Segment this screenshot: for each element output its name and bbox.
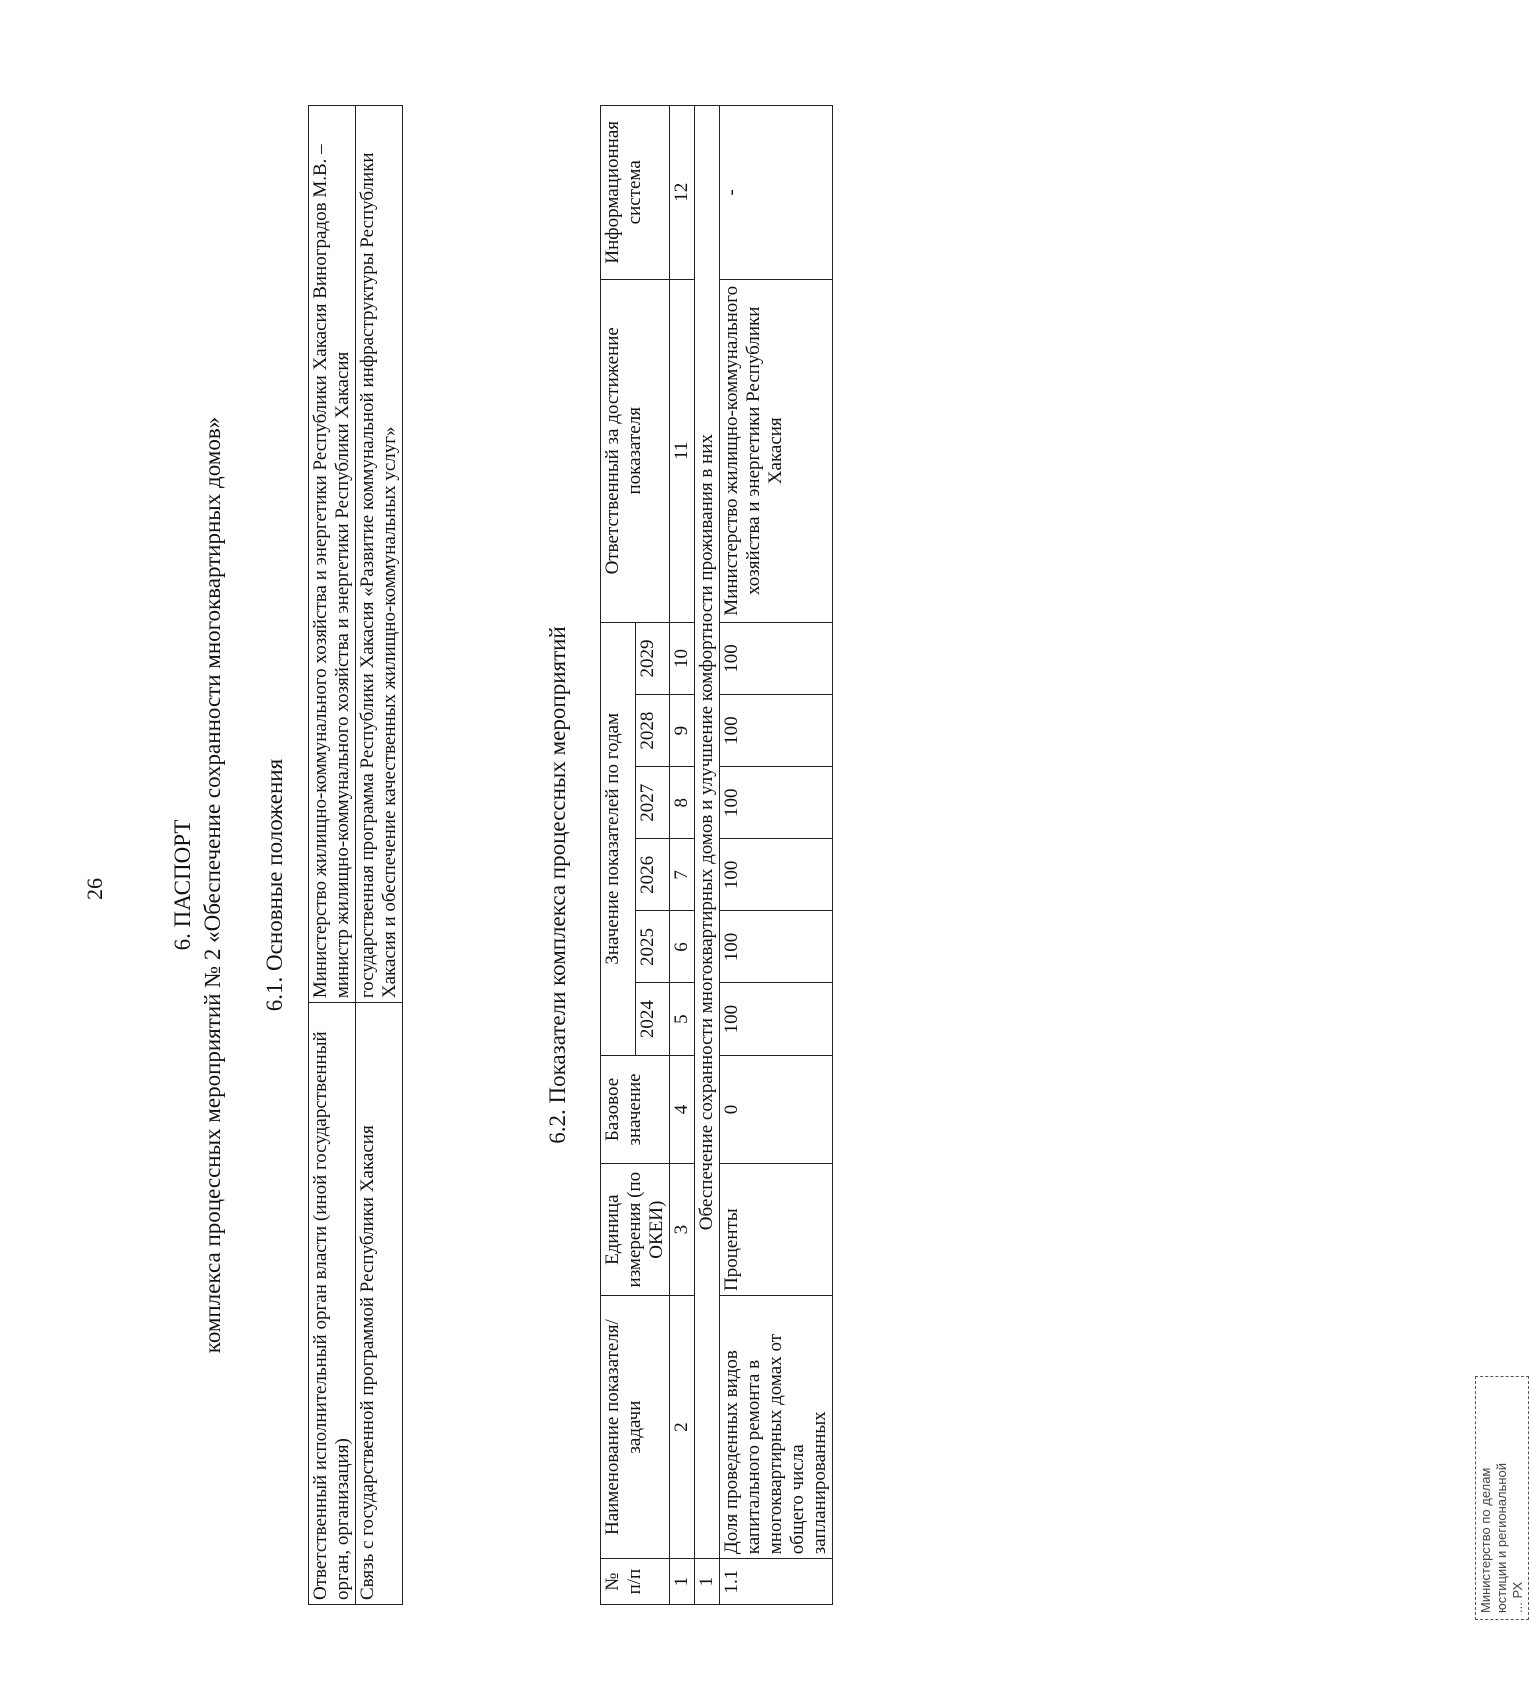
col-number: 7: [670, 839, 695, 911]
page-number: 26: [82, 878, 107, 900]
indicator-value: 100: [720, 622, 833, 694]
header-year: 2024: [635, 983, 670, 1055]
passport-title: 6. ПАСПОРТ: [170, 819, 195, 951]
row-label: Связь с государственной программой Республики Хакасия: [356, 1003, 403, 1605]
table-row: [309, 106, 356, 1605]
header-year: 2025: [635, 911, 670, 983]
header-year: 2029: [635, 622, 670, 694]
col-number: 8: [670, 767, 695, 839]
header-year: 2026: [635, 839, 670, 911]
indicators-table: [600, 105, 833, 1605]
rotated-page: [40, 60, 1525, 1660]
indicator-value: 100: [720, 983, 833, 1055]
indicator-name: Доля проведенных видов капитального ремонта в многоквартирных домах от общего числа запланированных: [720, 1295, 833, 1558]
indicator-value: 100: [720, 695, 833, 767]
task-num: 1: [695, 1559, 720, 1605]
header-year: 2027: [635, 767, 670, 839]
header-row: [601, 106, 636, 1605]
header-base: Базовое значение: [601, 1055, 670, 1164]
header-name: Наименование показателя/ задачи: [601, 1295, 670, 1558]
row-label: Ответственный исполнительный орган власти (иной государственный орган, организация): [309, 1003, 356, 1605]
passport-subtitle: комплекса процессных мероприятий № 2 «Обеспечение сохранности многоквартирных домов»: [200, 416, 225, 1354]
column-number-row: [670, 106, 695, 1605]
stamp-line: Министерство по делам: [1478, 1467, 1493, 1613]
col-number: 12: [670, 106, 695, 280]
registration-stamp: [1475, 1376, 1529, 1620]
indicator-base: 0: [720, 1055, 833, 1164]
header-year: 2028: [635, 695, 670, 767]
col-number: 5: [670, 983, 695, 1055]
header-responsible: Ответственный за достижение показателя: [601, 279, 670, 622]
section-6-1-heading: 6.1. Основные положения: [262, 758, 287, 1012]
basic-provisions-table: [308, 105, 403, 1605]
header-num: № п/п: [601, 1559, 670, 1605]
row-value: Министерство жилищно-коммунального хозяйства и энергетики Республики Хакасия Виноградов М.В. – министр жилищно-коммунального хозяйства и энергетики Республики Хакасия: [309, 106, 356, 1003]
stamp-line: ... РХ: [1510, 1581, 1525, 1613]
indicator-value: 100: [720, 767, 833, 839]
col-number: 2: [670, 1295, 695, 1558]
indicator-info: -: [720, 106, 833, 280]
col-number: 9: [670, 695, 695, 767]
col-number: 4: [670, 1055, 695, 1164]
header-years-group: Значение показателей по годам: [601, 622, 636, 1055]
task-row: [695, 106, 720, 1605]
row-value: государственная программа Республики Хакасия «Развитие коммунальной инфраструктуры Республики Хакасия и обеспечение качественных жилищно-коммунальных услуг»: [356, 106, 403, 1003]
table-row: [720, 106, 833, 1605]
col-number: 3: [670, 1164, 695, 1296]
indicator-unit: Проценты: [720, 1164, 833, 1296]
section-6-2-heading: 6.2. Показатели комплекса процессных мероприятий: [545, 626, 570, 1144]
col-number: 1: [670, 1559, 695, 1605]
indicator-num: 1.1: [720, 1559, 833, 1605]
task-text: Обеспечение сохранности многоквартирных домов и улучшение комфортности проживания в них: [695, 106, 720, 1559]
header-info: Информационная система: [601, 106, 670, 280]
indicator-value: 100: [720, 911, 833, 983]
col-number: 10: [670, 622, 695, 694]
header-unit: Единица измерения (по ОКЕИ): [601, 1164, 670, 1296]
stamp-line: юстиции и региональной: [1494, 1462, 1509, 1613]
indicator-value: 100: [720, 839, 833, 911]
table-row: [356, 106, 403, 1605]
col-number: 6: [670, 911, 695, 983]
indicator-responsible: Министерство жилищно-коммунального хозяйства и энергетики Республики Хакасия: [720, 279, 833, 622]
col-number: 11: [670, 279, 695, 622]
